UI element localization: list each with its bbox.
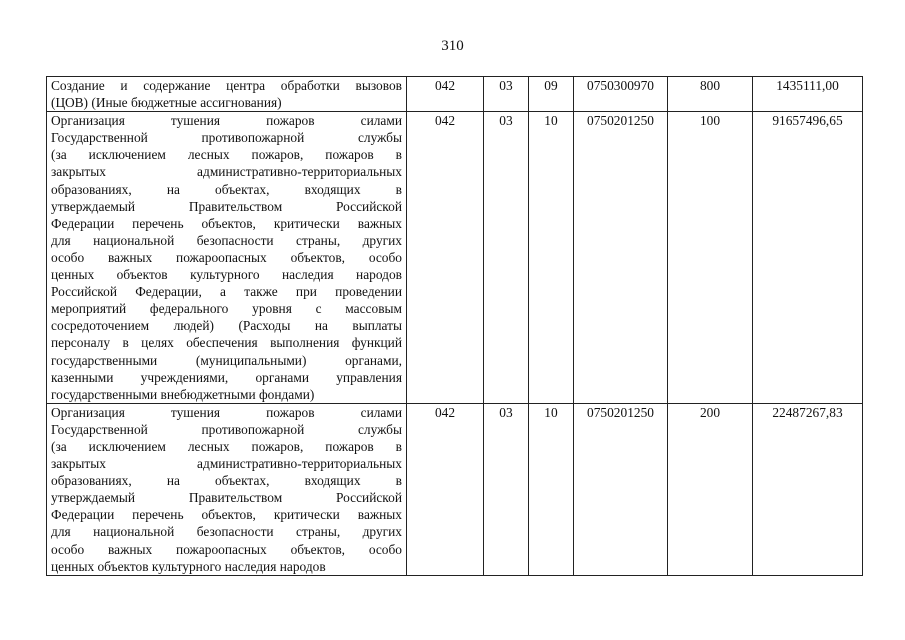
target-article-code: 0750300970	[574, 77, 668, 112]
description-line: Федерации перечень объектов, критически важных	[51, 215, 402, 231]
row-description	[47, 112, 407, 404]
description-line: персоналу в целях обеспечения выполнения функций	[51, 335, 402, 351]
description-line: (за исключением лесных пожаров, пожаров в	[51, 147, 402, 163]
page-number: 310	[441, 38, 464, 54]
description-line: ценных объектов культурного наследия народов	[51, 267, 402, 283]
target-article-code: 0750201250	[574, 112, 668, 404]
description-line: (ЦОВ) (Иные бюджетные ассигнования)	[51, 95, 282, 111]
table-body	[47, 77, 863, 576]
subsection-code: 10	[529, 403, 574, 575]
subsection-code: 10	[529, 112, 574, 404]
subsection-code: 09	[529, 77, 574, 112]
description-line: Российской Федерации, а также при проведении	[51, 284, 402, 300]
description-line: утверждаемый Правительством Российской	[51, 198, 402, 214]
row-description	[47, 77, 407, 112]
description-line: (за исключением лесных пожаров, пожаров в	[51, 438, 402, 454]
section-code: 03	[484, 112, 529, 404]
description-line: Государственной противопожарной службы	[51, 421, 402, 437]
description-line: для национальной безопасности страны, других	[51, 524, 402, 540]
ministry-code: 042	[407, 403, 484, 575]
target-article-code: 0750201250	[574, 403, 668, 575]
ministry-code: 042	[407, 77, 484, 112]
description-line: ценных объектов культурного наследия народов	[51, 558, 326, 574]
description-line: государственными внебюджетными фондами)	[51, 386, 315, 402]
description-line: Государственной противопожарной службы	[51, 130, 402, 146]
description-line: казенными учреждениями, органами управления	[51, 369, 402, 385]
description-line: государственными (муниципальными) органами,	[51, 352, 402, 368]
description-line: сосредоточением людей) (Расходы на выплаты	[51, 318, 402, 334]
description-line: образованиях, на объектах, входящих в	[51, 473, 402, 489]
section-code: 03	[484, 77, 529, 112]
ministry-code: 042	[407, 112, 484, 404]
amount-value: 1435111,00	[753, 77, 863, 112]
description-line: закрытых административно-территориальных	[51, 456, 402, 472]
table-row	[47, 403, 863, 575]
expense-type-code: 100	[668, 112, 753, 404]
description-line: утверждаемый Правительством Российской	[51, 490, 402, 506]
description-line: Организация тушения пожаров силами	[51, 113, 402, 129]
description-line: Создание и содержание центра обработки вызовов	[51, 78, 402, 93]
amount-value: 22487267,83	[753, 403, 863, 575]
table-row	[47, 77, 863, 112]
budget-table	[46, 76, 863, 576]
description-line: закрытых административно-территориальных	[51, 164, 402, 180]
description-line: особо важных пожароопасных объектов, особо	[51, 541, 402, 557]
expense-type-code: 800	[668, 77, 753, 112]
table-row	[47, 112, 863, 404]
expense-type-code: 200	[668, 403, 753, 575]
description-line: для национальной безопасности страны, других	[51, 232, 402, 248]
amount-value: 91657496,65	[753, 112, 863, 404]
description-line: особо важных пожароопасных объектов, особо	[51, 249, 402, 265]
description-line: Организация тушения пожаров силами	[51, 404, 402, 420]
description-line: образованиях, на объектах, входящих в	[51, 181, 402, 197]
row-description	[47, 403, 407, 575]
section-code: 03	[484, 403, 529, 575]
description-line: Федерации перечень объектов, критически важных	[51, 507, 402, 523]
description-line: мероприятий федерального уровня с массовым	[51, 301, 402, 317]
